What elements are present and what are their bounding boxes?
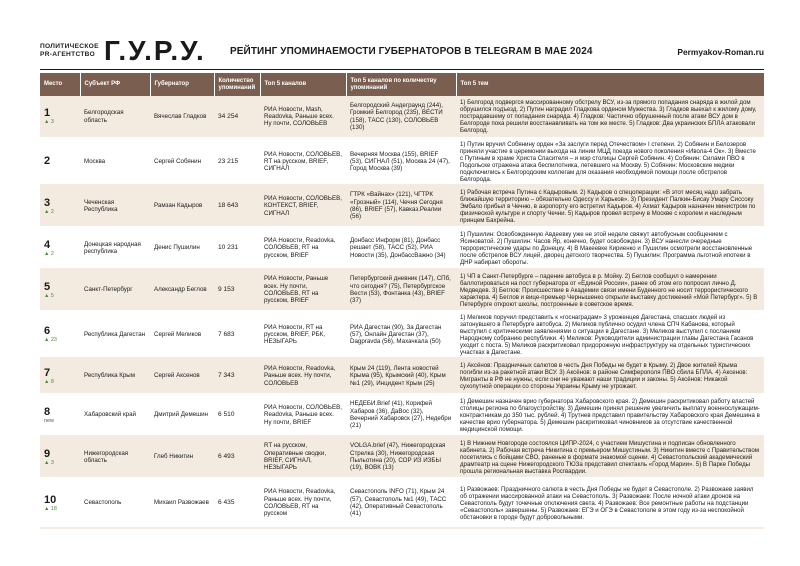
rank-change: ▲ 5 (44, 292, 54, 299)
by-count-cell: ГТРК «Вайнах» (121), ЧГТРК «Грозный» (114), Чечня Сегодня (86), BRIEF (57), Кавказ.Реалии (56) (346, 185, 456, 227)
channels-cell: РИА Новости, СОЛОВЬЕВ, Readovka, Раньше всех. Ну почти, BRIEF (260, 394, 346, 436)
rank-cell (40, 227, 80, 269)
table-row (40, 96, 764, 138)
rank-cell (40, 358, 80, 394)
report-title: РЕЙТИНГ УПОМИНАЕМОСТИ ГУБЕРНАТОРОВ В TELEGRAM В МАЕ 2024 (230, 46, 593, 57)
channels-cell: РИА Новости, СОЛОВЬЕВ, КОНТЕКСТ, BRIEF, СИГНАЛ (260, 185, 346, 227)
rank-change: new (44, 417, 54, 424)
topics-cell: 1) Рабочая встреча Путина с Кадыровым. 2) Кадыров о спецоперации: «В этот месяц надо забрать ближайшую территорию – обязательно Одессу и Харьков». 3) Президент Палкин-Бисау Умару Сиссоку Эмбало прибыл в Чечню, в аэропорту его встретил Кадыров. 4) Ахмат Кадыров назначен министром по физической культуре и спорту Чечни. 5) Кадыров провел встречу в Москве с королем и наследным принцем Бахрейна. (456, 185, 764, 227)
channels-cell: РИА Новости, Readovka, Раньше всех. Ну почти, СОЛОВЬЕВ, RT на русском (260, 478, 346, 528)
channels-cell: РИА Новости, Mash, Readovka, Раньше всех. Ну почти, СОЛОВЬЕВ (260, 96, 346, 138)
report-header (40, 35, 764, 68)
agency-line-2: PR-АГЕНТСТВО (40, 51, 95, 58)
governor-cell: Сергей Аксенов (150, 358, 214, 394)
governor-cell: Дмитрий Демешин (150, 394, 214, 436)
table-row (40, 394, 764, 436)
count-cell: 18 643 (214, 185, 260, 227)
topics-cell: 1) Путин вручил Собянину орден «За заслуги перед Отечеством» I степени. 2) Собянин и Белозеров приняли участие в церемонии выхода на линии МЦД поезда нового поколения «Ивола-4 Ок». 3) Вместе с Путиным в храме Христа Спасителя – и мэр столицы Сергей Собянин. 4) Собянин: Силами ПВО в Подольске отражена атака беспилотника, летевшего на Москву. 5) Собянин: Московские медики подключились к Белгородским коллегам для оказания необходимой помощи после обстрелов Белгорода. (456, 138, 764, 185)
rank-number: 2 (44, 155, 51, 167)
table-row (40, 358, 764, 394)
col-rank: Место (40, 73, 80, 96)
channels-cell: РИА Новости, RT на русском, BRIEF, РБК, НЕЗЫГАРЬ (260, 311, 346, 358)
by-count-cell: Севастополь INFO (71), Крым 24 (57), Севастополь №1 (49), ТАСС (42), Оперативный Севастополь (41) (346, 478, 456, 528)
channels-cell: РИА Новости, Readovka, СОЛОВЬЕВ, RT на русском, BRIEF (260, 227, 346, 269)
count-cell: 34 254 (214, 96, 260, 138)
rank-number: 1 (44, 107, 51, 119)
count-cell: 6 435 (214, 478, 260, 528)
header-divider (40, 69, 764, 70)
topics-cell: 1) Развожаев: Праздничного салюта в честь Дня Победы не будет в Севастополе. 2) Развожаев заявил об отражении массированной атаки на Севастополь. 3) Развожаев: После ночной атаки дронов на Севастополь будут точечные отключения света. 4) Развожаев: Все ремонтные работы на подстанции «Севастополь» завершены. 5) Развожаев: ЕГЭ и ОГЭ в Севастополе в этом году из-за неспокойной обстановки в городе будут добровольными. (456, 478, 764, 528)
topics-cell: 1) Пушилин: Освобожденную Авдеевку уже не этой неделе свяжут автобусным сообщением с Ясиноватой. 2) Пушилин: Часов Яр, конечно, будет освобожден. 3) ВСУ нанесли очередные террористические удары по Донецку. 4) В Макеевке Кириенко и Пушилин осмотрели восстановленные после обстрелов ВСУ лицей, дворец детского творчества. 5) Пушилин: Программа льготной ипотеки в ДНР набирает обороты. (456, 227, 764, 269)
channels-cell: РИА Новости, СОЛОВЬЕВ, RT на русском, BRIEF, СИГНАЛ (260, 138, 346, 185)
table-row (40, 185, 764, 227)
col-count: Количество упоминаний (214, 73, 260, 96)
col-region: Субъект РФ (80, 73, 150, 96)
rank-change: ▲ 2 (44, 208, 54, 215)
rank-cell (40, 394, 80, 436)
count-cell: 7 683 (214, 311, 260, 358)
by-count-cell: VOLGA.brief (47), Нижегородская Стрелка (30), Нижегородская Пыльотина (20), СОР ИЗ ИЗБЫ (19), ВОВК (13) (346, 436, 456, 478)
col-top5-by-count: Топ 5 каналов по количеству упоминаний (346, 73, 456, 96)
governor-cell: Денис Пушилин (150, 227, 214, 269)
governor-cell: Сергей Меликов (150, 311, 214, 358)
rank-number: 6 (44, 325, 51, 337)
table-row (40, 311, 764, 358)
rank-number: 5 (44, 280, 51, 293)
rating-table (40, 73, 765, 529)
count-cell: 9 153 (214, 269, 260, 311)
agency-label (40, 43, 99, 59)
governor-cell: Рамзан Кадыров (150, 185, 214, 227)
table-row (40, 227, 764, 269)
rank-change: ▲ 23 (44, 337, 57, 343)
guru-logo: Г.У.Р.У. (104, 35, 206, 66)
topics-cell: 1) Меликов поручил представить к «госнаградам» 3 уроженцев Дагестана, спасших людей из затонувшего в Петербурге автобуса. 2) Меликов публично осудил члена СПЧ Кабанова, который выступил с критическими заявлениями о ситуации в Дагестане. 3) Меликов выступил с посланием Народному собранию республики. 4) Меликов: Руководители администрации главы Дагестана Гасанов уходит с поста. 5) Меликов раскритиковал придорожную инфраструктуру на отдельных туристических участках в Дагестане. (456, 311, 764, 358)
governor-cell: Михаил Развожаев (150, 478, 214, 528)
count-cell: 6 493 (214, 436, 260, 478)
region-cell: Донецкая народная республика (80, 227, 150, 269)
rank-change: ▲ 8 (44, 378, 54, 385)
rank-number: 4 (44, 238, 51, 251)
region-cell: Москва (80, 138, 150, 185)
region-cell: Чеченская Республика (80, 185, 150, 227)
rank-cell (40, 269, 80, 311)
governor-cell: Глеб Никитин (150, 436, 214, 478)
by-count-cell: Вечерняя Москва (155), BRIEF (53), СИГНАЛ (51), Москва 24 (47), Город Москва (39) (346, 138, 456, 185)
rank-change: ▲ 18 (44, 505, 57, 512)
rank-number: 3 (44, 196, 51, 209)
site-link[interactable]: Permyakov-Roman.ru (677, 47, 764, 57)
governor-cell: Вячеслав Гладков (150, 96, 214, 138)
count-cell: 23 215 (214, 138, 260, 185)
region-cell: Нижегородская область (80, 436, 150, 478)
table-row (40, 138, 764, 185)
by-count-cell: Белгородский Андеграунд (244), Громкий Белгород (235), ВЕСТИ (158), ТАСС (130), СОЛОВЬЕВ (130) (346, 96, 456, 138)
topics-cell: 1) ЧП в Санкт-Петербурге – падение автобуса в р. Мойку. 2) Беглов сообщил о намерении баллотироваться на пост губернатора от «Единой России», ранее об этом его попросил лично Д. Медведев. 3) Беглов: Происшествие в Академии связи имени Буденного не носит террористического характера. 4) Беглов и вице-премьер Чернышенко открыли выставку достижений «Мой Петербург». 5) В Петербурге откроют школы, построенные в советское время. (456, 269, 764, 311)
channels-cell: РИА Новости, Раньше всех. Ну почти, СОЛОВЬЕВ, RT на русском, BRIEF (260, 269, 346, 311)
agency-line-1: ПОЛИТИЧЕСКОЕ (40, 43, 99, 50)
table-row (40, 269, 764, 311)
rank-change: ▲ 2 (44, 250, 54, 257)
col-governor: Губернатор (150, 73, 214, 96)
governor-cell: Александр Беглов (150, 269, 214, 311)
count-cell: 7 343 (214, 358, 260, 394)
region-cell: Севастополь (80, 478, 150, 528)
rank-number: 9 (44, 447, 51, 460)
region-cell: Белгородская область (80, 96, 150, 138)
table-row (40, 436, 764, 478)
rank-number: 8 (44, 405, 51, 418)
rank-number: 7 (44, 366, 51, 379)
region-cell: Республика Крым (80, 358, 150, 394)
count-cell: 10 231 (214, 227, 260, 269)
rank-cell (40, 185, 80, 227)
channels-cell: RT на русском, Оперативные сводки, BRIEF, СИГНАЛ, НЕЗЫГАРЬ (260, 436, 346, 478)
rank-cell (40, 138, 80, 185)
count-cell: 6 510 (214, 394, 260, 436)
table-header (40, 73, 764, 96)
table-row (40, 478, 764, 528)
topics-cell: 1) Демешин назначен врио губернатора Хабаровского края. 2) Демешин раскритиковал работу властей столицы региона по благоустройству. 3) Демешин принял решение увеличить выплату военнослужащим-контрактникам до 350 тыс. рублей. 4) Трутнев представил правительству Хабаровского края Демешина в качестве врио губернатора. 5) Демешин раскритиковал чиновников за отсутствие качественной медицинской помощи. (456, 394, 764, 436)
rank-number: 10 (44, 493, 57, 506)
governor-cell: Сергей Собянин (150, 138, 214, 185)
topics-cell: 1) Белгород подвергся массированному обстрелу ВСУ, из-за прямого попадания снаряда в жилой дом обрушился подъезд. 2) Путин наградил Гладкова орденом Мужества. 3) Гладков выехал к жилому дому, пострадавшему от попадания снаряда. 4) Гладков: Частично обрушенный после атаки ВСУ дом в Белгороде пока решили восстанавливать на том же месте. 5) Гладков: Два украинских БПЛА атаковали Белгород. (456, 96, 764, 138)
rank-cell (40, 311, 80, 358)
col-top5-topics: Топ 5 тем (456, 73, 764, 96)
topics-cell: 1) В Нижнем Новгороде состоялся ЦИПР-2024, с участием Мишустина и подписан обновленного кабинета. 2) Рабочая встреча Никитина с премьером Мишустиным. 3) Никитин вместе с Правительством посетились с бойцами СВО, раненые в формате знакомой сценки. 4) Севастопольский академический драмтеатр на сцене Нижегородского ТЮЗа представил спектакль «Город Марии». 5) В Парке Победы прошла региональная выставка Росгвардии. (456, 436, 764, 478)
by-count-cell: РИА Дагестан (90), За Дагестан (57), Онлайн Дагестан (37), Dagpravda (56), Махачкала (50) (346, 311, 456, 358)
by-count-cell: Петербургский дневник (147), СПб, что сегодня? (75), Петербургское Вести (53), Фонтанка (43), BRIEF (37) (346, 269, 456, 311)
by-count-cell: Донбасс Информ (81), Донбасс решает (58), ТАСС (52), РИА Новости (35), ДонбассВажно (34) (346, 227, 456, 269)
topics-cell: 1) Аксёнов: Праздничных салютов в честь Дня Победы не будет в Крыму. 2) Двое жителей Крыма погибли из-за ракетной атаки ВСУ. 3) Аксёнов: в районе Симферополя ПВО сбила БПЛА. 4) Аксенов: Мигранты в РФ не нужны, если они не уважают наши традиции и законы. 5) Аксёнов: Никакой сухопутной операции со стороны Украины Крыму не угрожает. (456, 358, 764, 394)
col-top5-channels: Топ 5 каналов (260, 73, 346, 96)
rank-change: ▲ 3 (44, 459, 54, 466)
region-cell: Хабаровский край (80, 394, 150, 436)
rank-cell (40, 96, 80, 138)
by-count-cell: НЕДЕБИ.Brief (41), Корифей Хабаров (36), ДаВос (32), Вечерний Хабаровск (27), Недебри (21) (346, 394, 456, 436)
region-cell: Республика Дагестан (80, 311, 150, 358)
channels-cell: РИА Новости, Readovka, Раньше всех. Ну почти, СОЛОВЬЕВ (260, 358, 346, 394)
region-cell: Санкт-Петербург (80, 269, 150, 311)
rank-change: ▲ 3 (44, 119, 54, 125)
by-count-cell: Крым 24 (119), Лента новостей Крыма (95), Крымский (40), Крым №1 (29), Инцидент Крым (25) (346, 358, 456, 394)
rank-cell (40, 478, 80, 528)
rank-cell (40, 436, 80, 478)
